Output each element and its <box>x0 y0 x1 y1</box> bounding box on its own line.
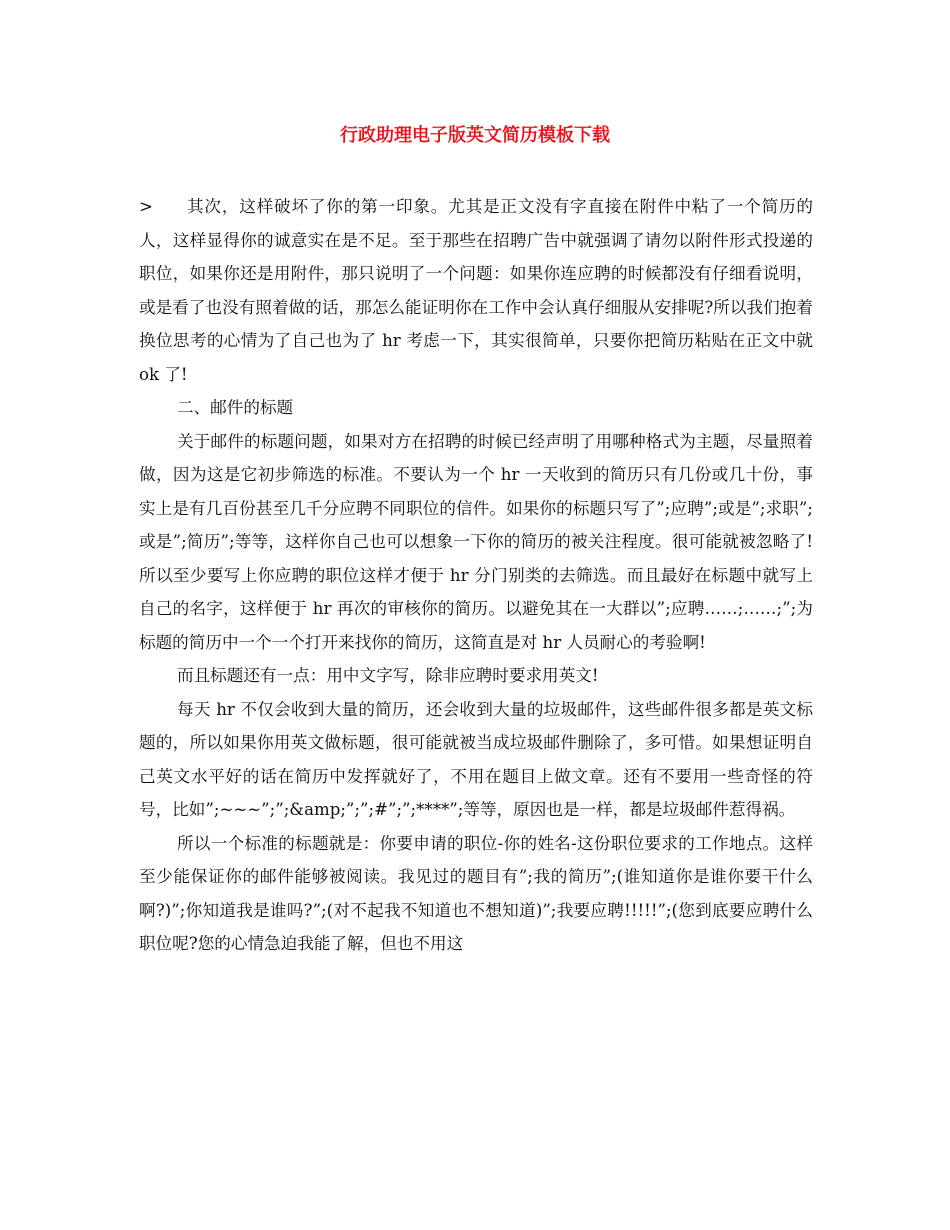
paragraph-email-title-format: 关于邮件的标题问题，如果对方在招聘的时候已经声明了用哪种格式为主题，尽量照着做，因为这是它初步筛选的标准。不要认为一个 hr 一天收到的简历只有几份或几十份，事实上是有几百份甚至几千分应聘不同职位的信件。如果你的标题只写了”;应聘”;或是”;求职”;或是”;简历”;等等，这样你自己也可以想象一下你的简历的被关注程度。很可能就被忽略了!所以至少要写上你应聘的职位这样才便于 hr 分门别类的去筛选。而且最好在标题中就写上自己的名字，这样便于 hr 再次的审核你的简历。以避免其在一大群以”;应聘……;……;”;为标题的简历中一个一个打开来找你的简历，这简直是对 hr 人员耐心的考验啊! <box>139 431 813 652</box>
paragraph-spam-warning: 每天 hr 不仅会收到大量的简历，还会收到大量的垃圾邮件，这些邮件很多都是英文标题的，所以如果你用英文做标题，很可能就被当成垃圾邮件删除了，多可惜。如果想证明自己英文水平好的话在简历中发挥就好了，不用在题目上做文章。还有不要用一些奇怪的符号，比如”;~~~”;”;&amp;”;”;#”;”;****”;等等，原因也是一样，都是垃圾邮件惹得祸。 <box>139 699 813 819</box>
paragraph-attachment-impression <box>139 190 813 391</box>
paragraph-text: 其次，这样破坏了你的第一印象。尤其是正文没有字直接在附件中粘了一个简历的人，这样显得你的诚意实在是不足。至于那些在招聘广告中就强调了请勿以附件形式投递的职位，如果你还是用附件，那只说明了一个问题：如果你连应聘的时候都没有仔细看说明，或是看了也没有照着做的话，那怎么能证明你在工作中会认真仔细服从安排呢?所以我们抱着换位思考的心情为了自己也为了 hr 考虑一下，其实很简单，只要你把简历粘贴在正文中就 ok 了! <box>139 197 813 384</box>
document-body <box>139 190 813 961</box>
section-heading-email-title: 二、邮件的标题 <box>177 398 294 417</box>
bullet-marker: > <box>139 197 153 216</box>
paragraph-standard-title: 所以一个标准的标题就是：你要申请的职位-你的姓名-这份职位要求的工作地点。这样至少能保证你的邮件能够被阅读。我见过的题目有”;我的简历”;(谁知道你是谁你要干什么啊?)”;你知道我是谁吗?”;(对不起我不知道也不想知道)”;我要应聘!!!!!”;(您到底要应聘什么职位呢?您的心情急迫我能了解，但也不用这 <box>139 833 813 953</box>
document-title: 行政助理电子版英文简历模板下载 <box>340 125 610 146</box>
paragraph-use-chinese: 而且标题还有一点：用中文字写，除非应聘时要求用英文! <box>177 666 599 685</box>
